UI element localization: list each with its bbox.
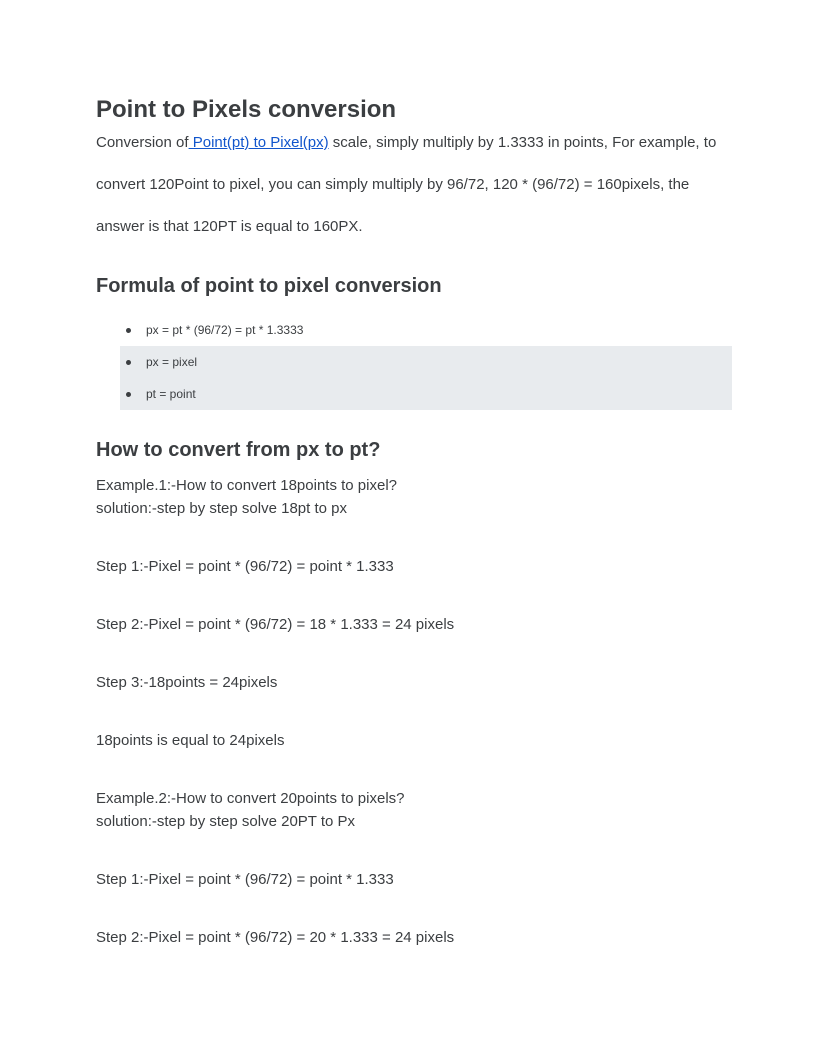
- howto-section-heading: How to convert from px to pt?: [96, 439, 381, 461]
- bullet-icon: [126, 360, 131, 365]
- paragraph-line: Example.1:-How to convert 18points to pixel?: [96, 477, 397, 494]
- paragraph-line: Step 2:-Pixel = point * (96/72) = 18 * 1.333 = 24 pixels: [96, 616, 455, 633]
- paragraph-step-1b: [96, 868, 720, 891]
- intro-text-after-link: scale, simply multiply by 1.3333 in points, For example, to convert 120Point to pixel, you can simply multiply by 96/72, 120 * (96/72) = 160pixels, the answer is that 120PT is equal to 160PX.: [96, 134, 717, 235]
- paragraph-result-1: [96, 729, 720, 752]
- bullet-icon: [126, 392, 131, 397]
- list-item-text: px = pt * (96/72) = pt * 1.3333: [146, 323, 304, 337]
- paragraph-line: Example.2:-How to convert 20points to pixels?: [96, 790, 405, 807]
- paragraph-step-2b: [96, 926, 720, 949]
- list-item: [120, 314, 732, 346]
- list-item: [120, 378, 732, 410]
- page-title: Point to Pixels conversion: [96, 96, 397, 123]
- intro-paragraph: [96, 122, 720, 248]
- paragraph-step-1: [96, 555, 720, 578]
- paragraph-line: solution:-step by step solve 20PT to Px: [96, 813, 356, 830]
- paragraph-example-2: [96, 787, 720, 833]
- paragraph-line: Step 1:-Pixel = point * (96/72) = point * 1.333: [96, 871, 394, 888]
- formula-section-heading: Formula of point to pixel conversion: [96, 275, 442, 297]
- paragraph-line: solution:-step by step solve 18pt to px: [96, 500, 347, 517]
- paragraph-line: Step 2:-Pixel = point * (96/72) = 20 * 1.333 = 24 pixels: [96, 929, 455, 946]
- paragraph-step-3: [96, 671, 720, 694]
- intro-text-before-link: Conversion of: [96, 134, 189, 151]
- paragraph-line: 18points is equal to 24pixels: [96, 732, 285, 749]
- formula-list: [120, 314, 732, 410]
- paragraph-step-2: [96, 613, 720, 636]
- paragraph-line: Step 3:-18points = 24pixels: [96, 674, 278, 691]
- list-item-text: pt = point: [146, 387, 196, 401]
- list-item: [120, 346, 732, 378]
- bullet-icon: [126, 328, 131, 333]
- list-item-text: px = pixel: [146, 355, 198, 369]
- paragraph-example-1: [96, 474, 720, 520]
- point-to-pixel-link[interactable]: Point(pt) to Pixel(px): [188, 134, 329, 151]
- paragraph-line: Step 1:-Pixel = point * (96/72) = point * 1.333: [96, 558, 394, 575]
